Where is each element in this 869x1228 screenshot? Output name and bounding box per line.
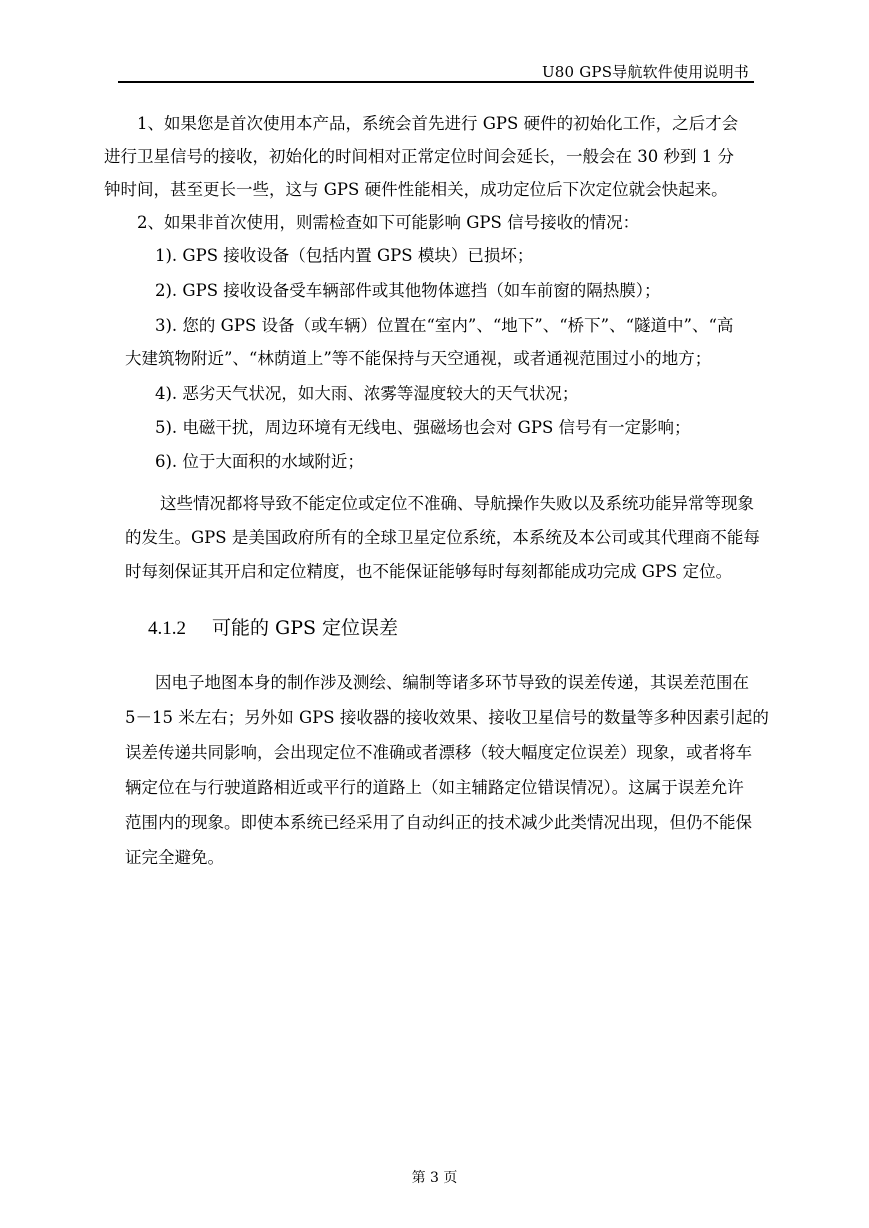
header-title: U80 GPS导航软件使用说明书 xyxy=(541,63,749,81)
list-item: 4). 恶劣天气状况，如大雨、浓雾等湿度较大的天气状况； xyxy=(155,384,579,403)
page-number: 第 3 页 xyxy=(411,1170,458,1186)
paragraph-line: 这些情况都将导致不能定位或定位不准确、导航操作失败以及系统功能异常等现象 xyxy=(160,494,754,513)
header-divider xyxy=(118,81,754,83)
paragraph-line: 证完全避免。 xyxy=(125,848,224,867)
paragraph-line: 进行卫星信号的接收，初始化的时间相对正常定位时间会延长，一般会在 30 秒到 1 分 xyxy=(104,147,734,166)
list-item: 3). 您的 GPS 设备（或车辆）位置在“室内”、“地下”、“桥下”、“隧道中”、“高 xyxy=(155,316,734,335)
section-number: 4.1.2 xyxy=(148,618,186,639)
list-item: 5). 电磁干扰，周边环境有无线电、强磁场也会对 GPS 信号有一定影响； xyxy=(155,418,691,437)
paragraph-line: 2、如果非首次使用，则需检查如下可能影响 GPS 信号接收的情况： xyxy=(137,213,640,232)
paragraph-line: 钟时间，甚至更长一些，这与 GPS 硬件性能相关，成功定位后下次定位就会快起来。 xyxy=(104,180,728,199)
paragraph-line: 1、如果您是首次使用本产品，系统会首先进行 GPS 硬件的初始化工作，之后才会 xyxy=(137,114,739,133)
paragraph-line: 时每刻保证其开启和定位精度，也不能保证能够每时每刻都能成功完成 GPS 定位。 xyxy=(125,562,733,581)
list-item: 6). 位于大面积的水域附近； xyxy=(155,452,364,471)
list-item-continuation: 大建筑物附近”、“林荫道上”等不能保持与天空通视，或者通视范围过小的地方； xyxy=(125,349,712,368)
paragraph-line: 范围内的现象。即使本系统已经采用了自动纠正的技术减少此类情况出现，但仍不能保 xyxy=(125,813,752,832)
paragraph-line: 因电子地图本身的制作涉及测绘、编制等诸多环节导致的误差传递，其误差范围在 xyxy=(155,673,749,692)
paragraph-line: 的发生。GPS 是美国政府所有的全球卫星定位系统，本系统及本公司或其代理商不能每 xyxy=(125,528,760,547)
paragraph-line: 辆定位在与行驶道路相近或平行的道路上（如主辅路定位错误情况）。这属于误差允许 xyxy=(125,778,744,797)
section-title: 可能的 GPS 定位误差 xyxy=(212,617,399,639)
list-item: 1). GPS 接收设备（包括内置 GPS 模块）已损坏； xyxy=(155,246,534,265)
section-heading xyxy=(148,616,398,641)
paragraph-line: 误差传递共同影响，会出现定位不准确或者漂移（较大幅度定位误差）现象，或者将车 xyxy=(125,743,752,762)
paragraph-line: 5－15 米左右；另外如 GPS 接收器的接收效果、接收卫星信号的数量等多种因素引起的 xyxy=(125,708,769,727)
list-item: 2). GPS 接收设备受车辆部件或其他物体遮挡（如车前窗的隔热膜）； xyxy=(155,281,661,300)
